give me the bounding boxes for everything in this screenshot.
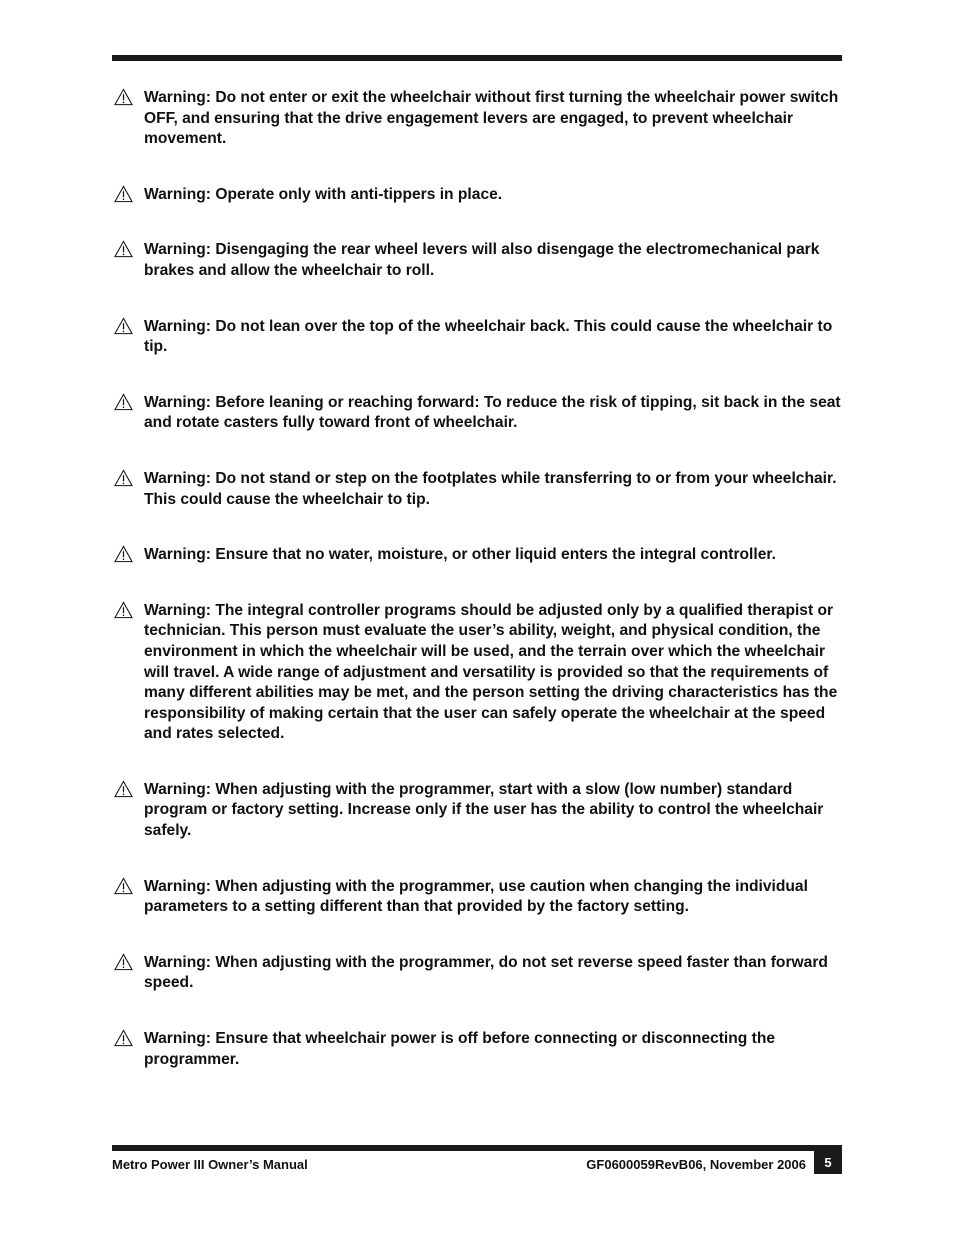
- warning-text: Warning: Do not stand or step on the footplates while transferring to or from your wheelchair. This could cause the wheelchair to tip.: [144, 469, 837, 508]
- warning-triangle-icon: [114, 545, 133, 563]
- warning-triangle-icon: [114, 469, 133, 487]
- warning-item: [112, 545, 842, 566]
- warning-triangle-icon: [114, 185, 133, 203]
- warning-triangle-icon: [114, 953, 133, 971]
- warning-text: Warning: Do not enter or exit the wheelchair without first turning the wheelchair power switch OFF, and ensuring that the drive engagement levers are engaged, to prevent wheelchair movement.: [144, 89, 839, 148]
- warning-triangle-icon: [114, 393, 133, 411]
- warning-item: [112, 601, 842, 745]
- warning-triangle-icon: [114, 780, 133, 798]
- warning-triangle-icon: [114, 240, 133, 258]
- warnings-list: [112, 88, 842, 1070]
- warning-item: [112, 393, 842, 434]
- page-number: 5: [814, 1151, 842, 1174]
- warning-triangle-icon: [114, 317, 133, 335]
- warning-text: Warning: When adjusting with the programmer, do not set reverse speed faster than forward speed.: [144, 953, 828, 992]
- warning-item: [112, 1029, 842, 1070]
- warning-item: [112, 780, 842, 842]
- warning-text: Warning: When adjusting with the programmer, use caution when changing the individual parameters to a setting different than that provided by the factory setting.: [144, 877, 808, 916]
- warning-text: Warning: The integral controller programs should be adjusted only by a qualified therapist or technician. This person must evaluate the user’s ability, weight, and physical condition, the environment in which the wheelchair will be used, and the terrain over which the wheelchair will travel. A wide range of adjustment and versatility is provided so that the requirements of many different abilities may be met, and the person setting the driving characteristics has the responsibility of making certain that the user can safely operate the wheelchair at the speed and rates selected.: [144, 601, 838, 743]
- document-id: GF0600059RevB06, November 2006: [586, 1157, 806, 1172]
- warning-text: Warning: Operate only with anti-tippers in place.: [144, 185, 503, 203]
- warning-triangle-icon: [114, 88, 133, 106]
- warning-item: [112, 469, 842, 510]
- warning-text: Warning: Do not lean over the top of the wheelchair back. This could cause the wheelchair to tip.: [144, 317, 833, 356]
- warning-text: Warning: When adjusting with the programmer, start with a slow (low number) standard program or factory setting. Increase only if the user has the ability to control the wheelchair safely.: [144, 780, 824, 840]
- warning-triangle-icon: [114, 1029, 133, 1047]
- warning-triangle-icon: [114, 601, 133, 619]
- footer-rule: [112, 1145, 842, 1151]
- warning-item: [112, 877, 842, 918]
- warning-text: Warning: Ensure that wheelchair power is off before connecting or disconnecting the programmer.: [144, 1030, 776, 1068]
- warning-item: [112, 240, 842, 281]
- warning-triangle-icon: [114, 877, 133, 895]
- warning-text: Warning: Disengaging the rear wheel levers will also disengage the electromechanical park brakes and allow the wheelchair to roll.: [144, 241, 820, 279]
- header-rule: [112, 55, 842, 61]
- manual-title: Metro Power III Owner’s Manual: [112, 1157, 308, 1172]
- warning-item: [112, 88, 842, 150]
- warning-text: Warning: Before leaning or reaching forward: To reduce the risk of tipping, sit back in the seat and rotate casters fully toward front of wheelchair.: [144, 393, 841, 432]
- warning-item: [112, 953, 842, 994]
- warning-item: [112, 317, 842, 358]
- warning-text: Warning: Ensure that no water, moisture, or other liquid enters the integral controller.: [144, 546, 776, 564]
- warning-item: [112, 185, 842, 206]
